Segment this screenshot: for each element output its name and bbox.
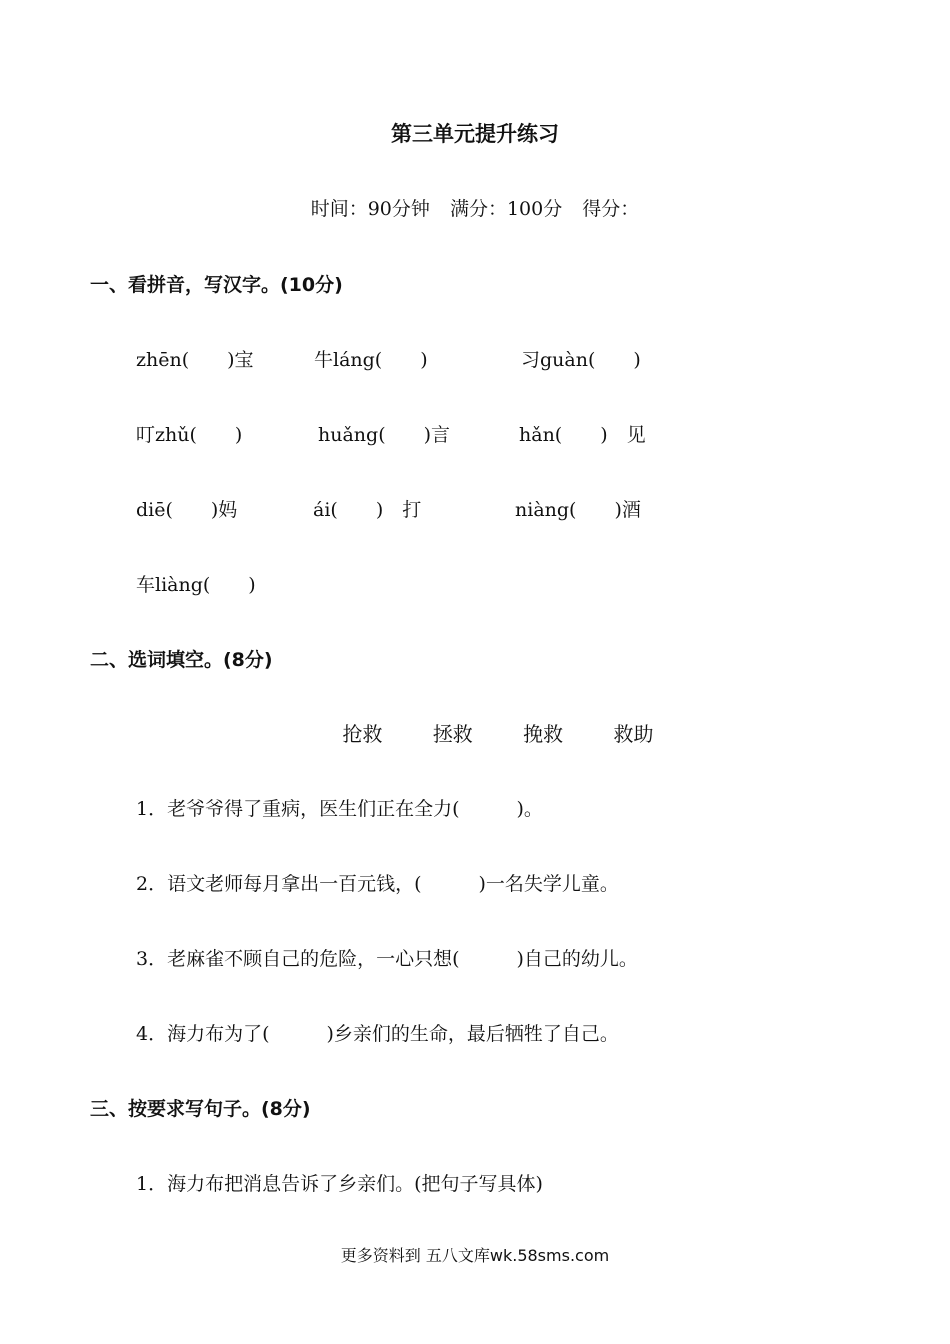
pinyin-item: 牛láng( ) [314,349,428,371]
exam-score: 得分： [582,198,640,220]
word-option: 挽救 [523,722,564,746]
pinyin-item: diē( )妈 [136,499,238,521]
fill-blank-question: 4．海力布为了( )乡亲们的生命，最后牺牲了自己。 [136,1023,619,1045]
exam-full-score: 满分：100分 [449,198,563,220]
word-option: 拯救 [432,722,473,746]
pinyin-item: niàng( )酒 [515,499,641,521]
footer-source: 更多资料到 五八文库wk.58sms.com [340,1246,610,1265]
fill-blank-question: 2．语文老师每月拿出一百元钱，( )一名失学儿童。 [136,873,619,895]
pinyin-item: zhēn( )宝 [136,349,254,371]
pinyin-item: 习guàn( ) [521,349,641,371]
exam-time: 时间：90分钟 [310,198,430,220]
sentence-question: 1．海力布把消息告诉了乡亲们。(把句子写具体) [136,1173,543,1195]
page-title: 第三单元提升练习 [391,122,559,146]
word-option: 抢救 [342,722,383,746]
section-3-heading: 三、按要求写句子。(8分) [90,1098,311,1120]
fill-blank-question: 3．老麻雀不顾自己的危险，一心只想( )自己的幼儿。 [136,948,638,970]
pinyin-item: hǎn( ) 见 [519,424,646,446]
pinyin-item: huǎng( )言 [318,424,451,446]
section-2-heading: 二、选词填空。(8分) [90,649,273,671]
pinyin-item: 叮zhǔ( ) [136,424,243,446]
word-option: 救助 [613,722,654,746]
pinyin-item: 车liàng( ) [136,574,256,596]
section-1-heading: 一、看拼音，写汉字。(10分) [90,274,343,296]
word-bank [0,718,950,747]
exam-meta [0,194,950,221]
pinyin-item: ái( ) 打 [313,499,422,521]
fill-blank-question: 1．老爷爷得了重病，医生们正在全力( )。 [136,798,543,820]
